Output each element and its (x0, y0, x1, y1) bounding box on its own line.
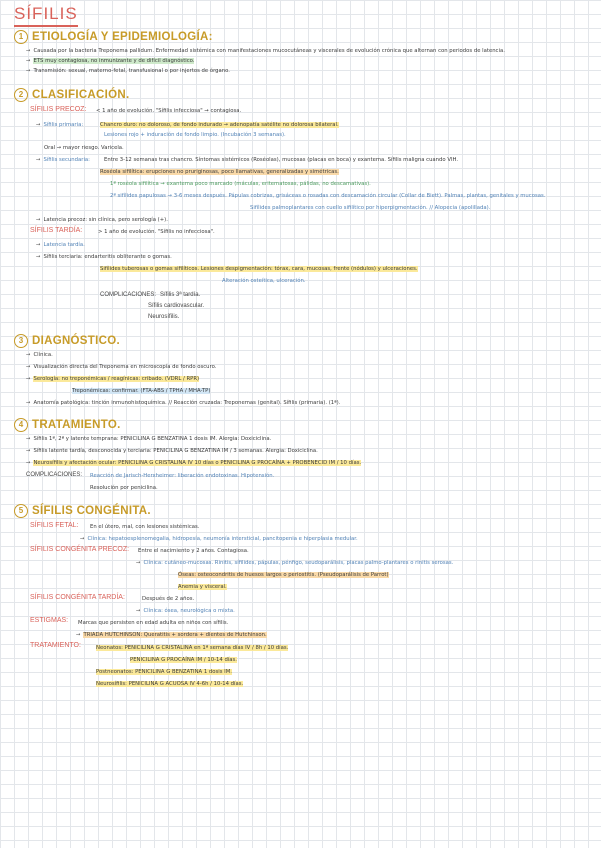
note: Después de 2 años. (142, 596, 195, 602)
list-item: → Latencia precoz: sin clínica, pero serología (+). (36, 217, 168, 223)
note: Lesiones rojo + induración de fondo limpio. (Incubación 3 semanas). (104, 132, 286, 138)
section-1-header (14, 30, 213, 44)
note: → Clínica: ósea, neurológica o mixta. (136, 608, 235, 614)
list-item: → Latencia tardía. (36, 242, 85, 248)
note: 1ª roséola sifilítica → exantema poco marcado (máculas, eritematosas, pálidas, no descamativas). (110, 181, 371, 187)
list-item: → Sífilis terciaria: endarteritis obliterante o gomas. (36, 254, 172, 260)
list-item: → Anatomía patológica: tinción inmunohistoquímica. // Reacción cruzada: Treponemas (genital). Sífilis (primaria). (1ª). (26, 400, 341, 406)
note: Postneonatos: PENICILINA G BENZATINA 1 dosis IM. (96, 669, 232, 675)
section-title: SÍFILIS CONGÉNITA. (32, 505, 151, 517)
section-number: 2 (14, 88, 28, 102)
note: 2ª sifílides papulosas → 3-6 meses después. Pápulas cobrizas, grisáceas o rosadas con descamación circular (Collar de Biett). Palmas, plantas, genitales y mucosas. (110, 193, 546, 199)
complicaciones-label: COMPLICACIONES: (26, 472, 83, 478)
complicaciones-label: COMPLICACIONES: (100, 292, 157, 298)
section-3-header (14, 334, 120, 348)
subheading: SÍFILIS CONGÉNITA PRECOZ: (30, 546, 130, 553)
list-item: → ETS muy contagiosa, no inmunizante y de difícil diagnóstico. (26, 58, 195, 64)
list-item: → Sífilis latente tardía, desconocida y terciaria: PENICILINA G BENZATINA IM / 3 semanas. Alergia: Doxiciclina. (26, 448, 318, 454)
note: Entre el nacimiento y 2 años. Contagiosa. (138, 548, 249, 554)
section-2-header (14, 88, 129, 102)
subheading: SÍFILIS CONGÉNITA TARDÍA: (30, 594, 125, 601)
list-item: → Sífilis primaria: (36, 122, 84, 128)
note: < 1 año de evolución. "Sífilis infecciosa" → contagiosa. (96, 108, 242, 114)
list-item: → Sífilis secundaria: (36, 157, 90, 163)
page-title: SÍFILIS (14, 4, 78, 27)
note: Oral → mayor riesgo. Varicela. (44, 145, 124, 151)
section-title: CLASIFICACIÓN. (32, 89, 130, 101)
list-item: → Sífilis 1ª, 2ª y latente temprana: PENICILINA G BENZATINA 1 dosis IM. Alergia: Doxiciclina. (26, 436, 272, 442)
note: Óseas: osteocondritis de huesos largos o periostitis. (Pseudoparálisis de Parrot) (178, 572, 389, 578)
note: Reacción de Jarisch-Herxheimer: liberación endotoxinas. Hipotensión. (90, 473, 275, 479)
note: En el útero, mal, con lesiones sistémicas. (90, 524, 200, 530)
section-number: 4 (14, 418, 28, 432)
note: Entre 3-12 semanas tras chancro. Síntomas sistémicos (Roséolas), mucosas (placas en boca) y exantema. Sífilis maligna cuando VIH. (104, 157, 459, 163)
list-item: → Visualización directa del Treponema en microscopía de fondo oscuro. (26, 364, 217, 370)
subheading: SÍFILIS TARDÍA: (30, 227, 83, 234)
note: Neonatos: PENICILINA G CRISTALINA en 1ª semana días IV / 8h / 10 días. (96, 645, 289, 651)
note: Neurosífilis: PENICILINA G ACUOSA IV 4-6h / 10-14 días. (96, 681, 244, 687)
note: Sífilis 3ª tardía. (160, 292, 201, 298)
section-number: 3 (14, 334, 28, 348)
note: → Clínica: cutáneo-mucosas. Rinitis, sífilides, pápulas, pénfigo, seudoparálisis, placas palmo-plantares o rinitis serosas. (136, 560, 454, 566)
subheading: SÍFILIS PRECOZ: (30, 106, 87, 113)
note: Roséola sifilítica: erupciones no pruriginosas, poco llamativas, generalizadas y simétricas. (100, 169, 339, 175)
list-item: → Neurosífilis y afectación ocular: PENICILINA G CRISTALINA IV 10 días o PENICILINA G PROCAÍNA + PROBENECID IM / 10 días. (26, 460, 362, 466)
note: > 1 año de evolución. "Sífilis no infecciosa". (98, 229, 215, 235)
section-number: 5 (14, 504, 28, 518)
note: Sífilis cardiovascular. (148, 303, 205, 309)
note: Chancro duro: no doloroso, de fondo indurado → adenopatía satélite no dolorosa bilateral. (100, 122, 339, 128)
subheading: ESTIGMAS: (30, 617, 69, 624)
section-title: TRATAMIENTO. (32, 419, 121, 431)
list-item: → Serología: no treponémicas / reagínicas: cribado. (VDRL / RPR) (26, 376, 200, 382)
subheading: SÍFILIS FETAL: (30, 522, 79, 529)
list-item: → Causada por la bacteria Treponema pallidum. Enfermedad sistémica con manifestaciones mucocutáneas y viscerales de evolución crónica que alternan con periodos de latencia. (26, 48, 505, 54)
note: Neurosífilis. (148, 314, 180, 320)
section-5-header (14, 504, 151, 518)
section-4-header (14, 418, 121, 432)
subheading: TRATAMIENTO: (30, 642, 81, 649)
section-number: 1 (14, 30, 28, 44)
note: PENICILINA G PROCAÍNA IM / 10-14 días. (130, 657, 237, 663)
list-item: → Clínica. (26, 352, 53, 358)
list-item: → Transmisión: sexual, materno-fetal, transfusional o por injertos de órgano. (26, 68, 230, 74)
note: → Clínica: hepatoesplenomegalia, hidropesía, neumonía intersticial, pancitopenia e hiperplasia medular. (80, 536, 358, 542)
note: → TRIADA HUTCHINSON: Queratitis + sordera + dientes de Hutchinson. (76, 632, 267, 638)
section-title: ETIOLOGÍA Y EPIDEMIOLOGÍA: (32, 31, 213, 43)
note: Sifílides palmoplantares con cuello sifilítico por hiperpigmentación. // Alopecia (apolillada). (250, 205, 491, 211)
note: Alteración osteítica, ulceración. (222, 278, 306, 284)
note: Resolución por penicilina. (90, 485, 158, 491)
note: Marcas que persisten en edad adulta en niños con sífilis. (78, 620, 229, 626)
section-title: DIAGNÓSTICO. (32, 335, 120, 347)
note: Anemia y visceral. (178, 584, 227, 590)
note: Treponémicas: confirmar. (FTA-ABS / TPHA / MHA-TP) (72, 388, 211, 394)
note: Sifílides tuberosas o gomas sifilíticos. Lesiones despigmentación: tórax, cara, mucosas, frente (nódulos) y ulceraciones. (100, 266, 418, 272)
